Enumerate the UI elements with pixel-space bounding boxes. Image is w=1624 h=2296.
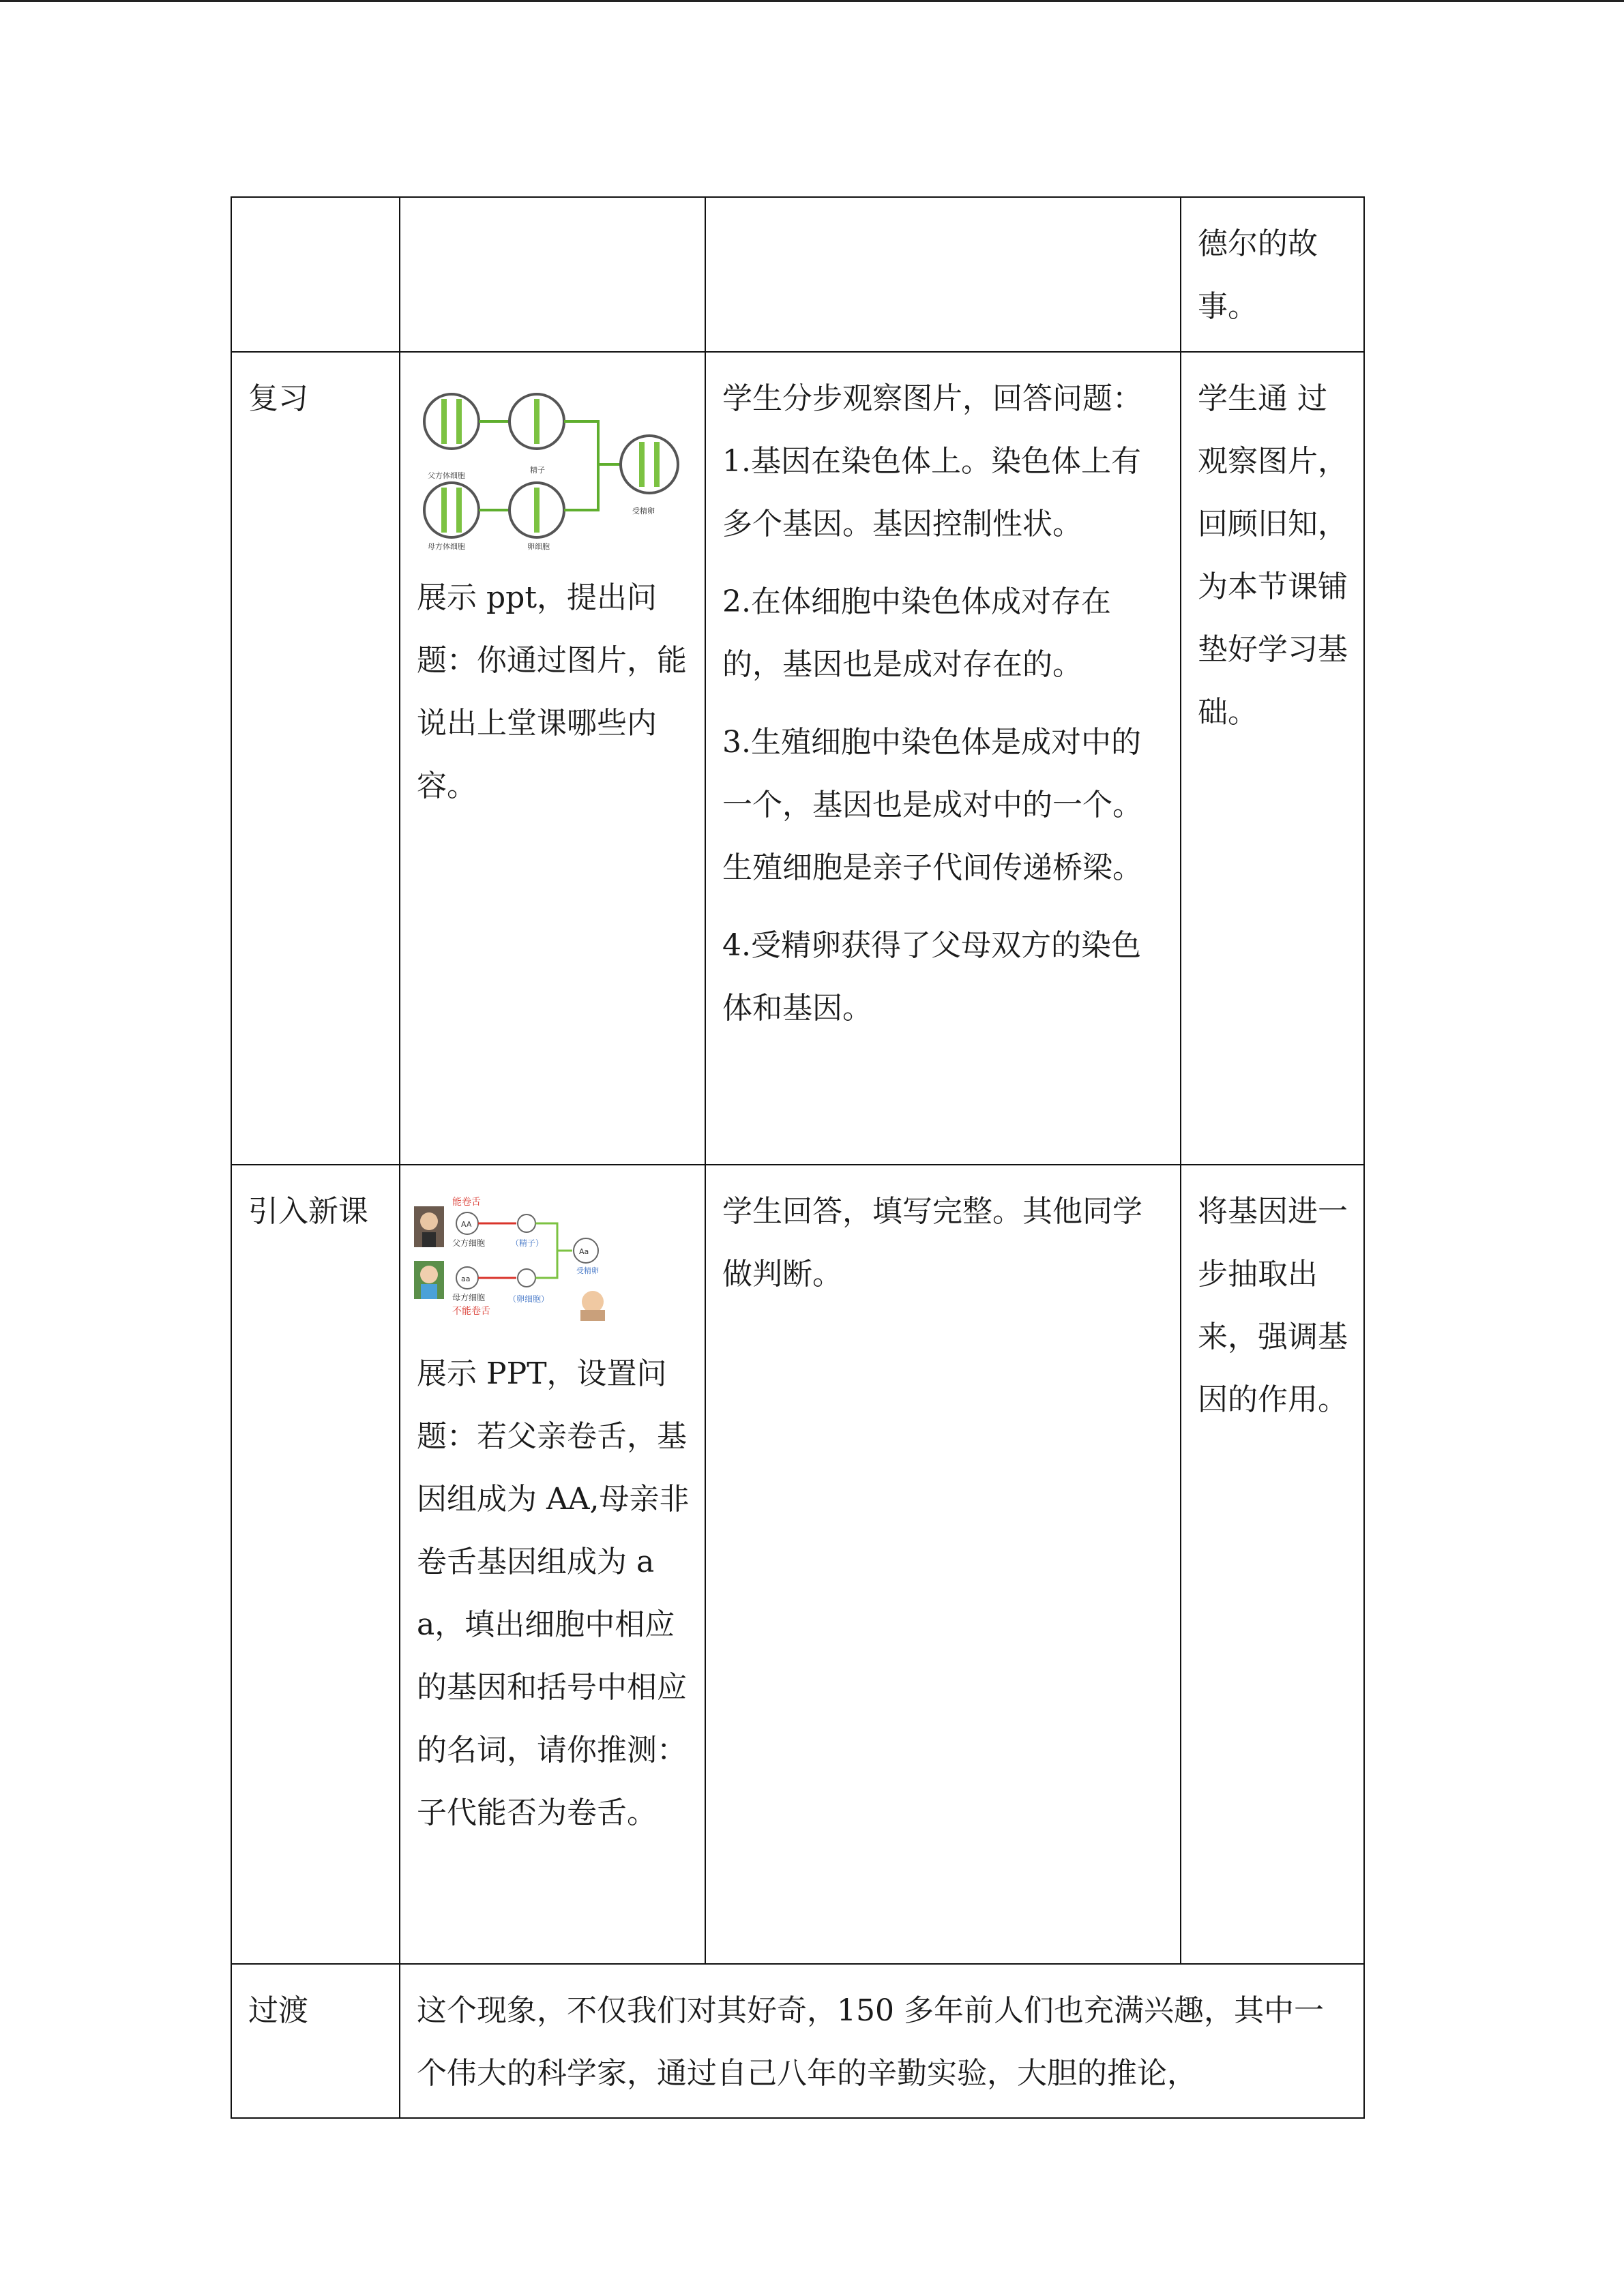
svg-text:精子: 精子 xyxy=(530,466,545,475)
stage-cell xyxy=(231,197,400,352)
purpose-cell: 学生通 过观察图片，回顾旧知，为本节课铺垫好学习基础。 xyxy=(1181,352,1364,1165)
teacher-activity-cell xyxy=(400,1165,705,1964)
mother-cell-label: 母方细胞 xyxy=(452,1293,486,1302)
father-gene-label: AA xyxy=(461,1220,472,1229)
student-activity-cell: 学生回答，填写完整。其他同学做判断。 xyxy=(705,1165,1181,1964)
chromosome-diagram xyxy=(414,377,687,554)
zygote-label: 受精卵 xyxy=(576,1266,599,1275)
student-answer-3: 3.生殖细胞中染色体是成对中的一个，基因也是成对中的一个。生殖细胞是亲子代间传递桥梁。 xyxy=(722,725,1142,885)
stage-cell: 过渡 xyxy=(231,1964,400,2118)
teacher-activity-text: 展示 PPT，设置问题：若父亲卷舌，基因组成为 AA,母亲非卷舌基因组成为 aa，填出细胞中相应的基因和括号中相应的名词，请你推测：子代能否为卷舌。 xyxy=(417,1356,690,1830)
student-answer-2: 2.在体细胞中染色体成对存在的，基因也是成对存在的。 xyxy=(722,584,1111,682)
page-top-rule xyxy=(0,0,1624,2)
table-row xyxy=(231,1964,1364,2118)
mother-gene-label: aa xyxy=(461,1274,471,1283)
egg-bracket-label: （卵细胞） xyxy=(508,1294,550,1304)
lesson-table xyxy=(231,196,1365,2119)
tongue-rolling-diagram xyxy=(414,1193,619,1322)
table-row xyxy=(231,197,1364,352)
father-cell-label: 父方细胞 xyxy=(452,1238,486,1248)
svg-text:卵细胞: 卵细胞 xyxy=(527,542,550,551)
bottom-label: 不能卷舌 xyxy=(452,1306,490,1317)
chromosome-diagram-svg xyxy=(414,377,687,554)
table-row xyxy=(231,352,1364,1165)
student-activity-cell xyxy=(705,197,1181,352)
teacher-activity-cell xyxy=(400,352,705,1165)
tongue-rolling-diagram-svg xyxy=(414,1193,619,1322)
child-gene-label: Aa xyxy=(579,1247,589,1256)
sperm-bracket-label: （精子） xyxy=(511,1238,544,1248)
stage-cell: 引入新课 xyxy=(231,1165,400,1964)
svg-text:受精卵: 受精卵 xyxy=(632,507,655,516)
table-row xyxy=(231,1165,1364,1964)
purpose-cell: 德尔的故事。 xyxy=(1181,197,1364,352)
student-activity-cell xyxy=(705,352,1181,1165)
student-answer-4: 4.受精卵获得了父母双方的染色体和基因。 xyxy=(722,928,1141,1026)
svg-text:母方体细胞: 母方体细胞 xyxy=(428,542,465,551)
top-label: 能卷舌 xyxy=(452,1197,481,1208)
purpose-cell: 将基因进一步抽取出来，强调基因的作用。 xyxy=(1181,1165,1364,1964)
transition-cell: 这个现象，不仅我们对其好奇，150 多年前人们也充满兴趣，其中一个伟大的科学家，通过自己八年的辛勤实验，大胆的推论， xyxy=(400,1964,1364,2118)
stage-cell: 复习 xyxy=(231,352,400,1165)
teacher-activity-text: 展示 ppt，提出问题：你通过图片，能说出上堂课哪些内容。 xyxy=(417,580,687,803)
svg-text:父方体细胞: 父方体细胞 xyxy=(428,471,465,480)
teacher-activity-cell xyxy=(400,197,705,352)
student-answer-1: 学生分步观察图片，回答问题：1.基因在染色体上。染色体上有多个基因。基因控制性状。 xyxy=(722,381,1142,541)
